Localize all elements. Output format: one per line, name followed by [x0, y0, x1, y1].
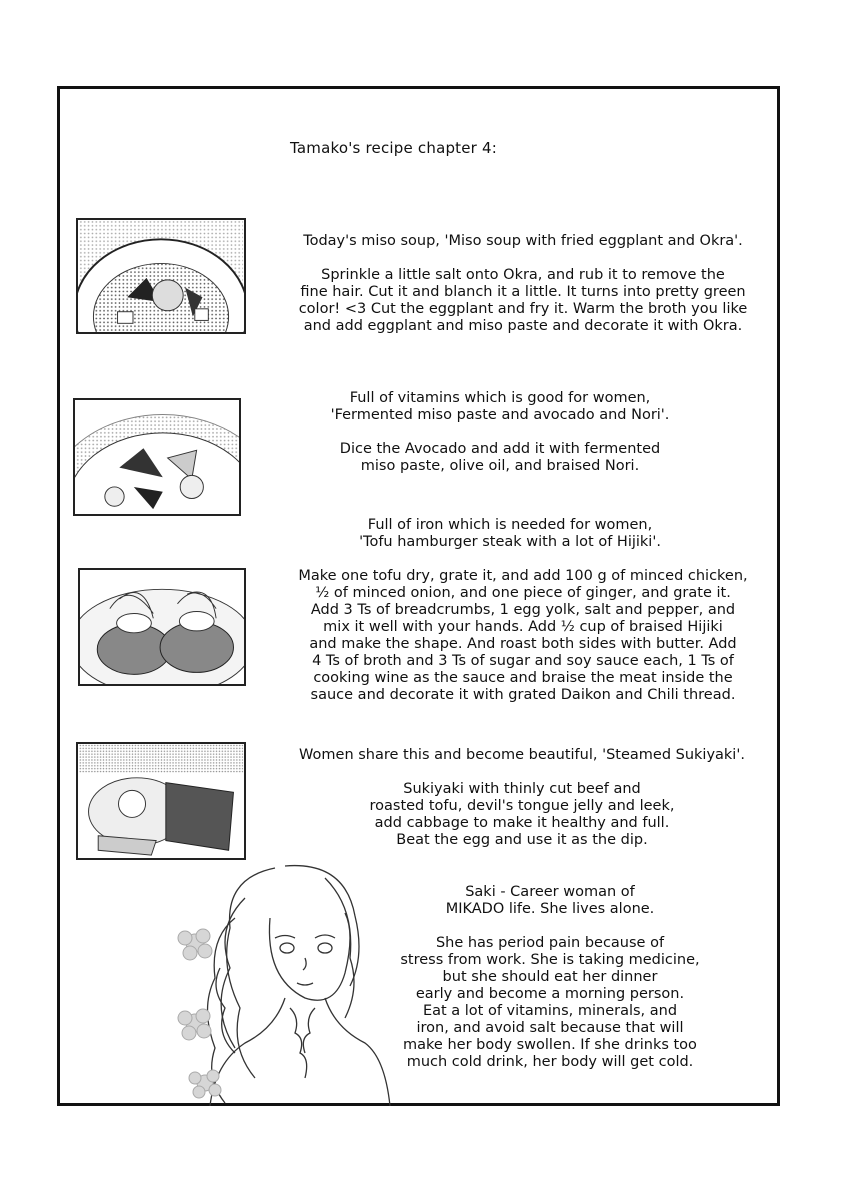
profile-line: much cold drink, her body will get cold.	[406, 1054, 694, 1070]
recipe-line: Today's miso soup, 'Miso soup with fried eggplant and Okra'.	[303, 233, 743, 249]
miso-soup-image	[76, 218, 246, 334]
recipe-line: Women share this and become beautiful, 'Steamed Sukiyaki'.	[299, 747, 745, 763]
recipe-line: fine hair. Cut it and blanch it a little. It turns into pretty green	[300, 284, 746, 300]
profile-line: iron, and avoid salt because that will	[416, 1020, 684, 1036]
profile-line: make her body swollen. If she drinks too	[403, 1037, 697, 1053]
recipe-tofu-body	[258, 568, 788, 704]
recipe-line: 4 Ts of broth and 3 Ts of sugar and soy sauce each, 1 Ts of	[312, 653, 734, 669]
profile-line: Eat a lot of vitamins, minerals, and	[422, 1003, 678, 1019]
avocado-miso-image	[73, 398, 241, 516]
recipe-line: Full of iron which is needed for women,	[367, 517, 653, 533]
recipe-line: and add eggplant and miso paste and decorate it with Okra.	[303, 318, 743, 334]
recipe-line: Make one tofu dry, grate it, and add 100 g of minced chicken,	[298, 568, 748, 584]
recipe-line: sauce and decorate it with grated Daikon and Chili thread.	[310, 687, 736, 703]
profile-line: Saki - Career woman of	[465, 884, 635, 900]
profile-line: early and become a morning person.	[415, 986, 685, 1002]
page-title: Tamako's recipe chapter 4:	[290, 139, 498, 157]
recipe-line: add cabbage to make it healthy and full.	[374, 815, 670, 831]
recipe-line: cooking wine as the sauce and braise the meat inside the	[313, 670, 733, 686]
recipe-line: ½ of minced onion, and one piece of ginger, and grate it.	[315, 585, 731, 601]
saki-profile	[360, 884, 740, 1071]
recipe-line: mix it well with your hands. Add ½ cup of braised Hijiki	[323, 619, 723, 635]
recipe-line: miso paste, olive oil, and braised Nori.	[360, 458, 640, 474]
recipe-line: Beat the egg and use it as the dip.	[396, 832, 648, 848]
profile-line: MIKADO life. She lives alone.	[445, 901, 655, 917]
recipe-miso-soup	[258, 233, 788, 335]
recipe-line: roasted tofu, devil's tongue jelly and leek,	[369, 798, 675, 814]
recipe-line: Add 3 Ts of breadcrumbs, 1 egg yolk, salt and pepper, and	[310, 602, 736, 618]
recipe-line: Full of vitamins which is good for women,	[349, 390, 651, 406]
recipe-tofu-heading	[300, 517, 720, 551]
recipe-line: 'Tofu hamburger steak with a lot of Hijiki'.	[359, 534, 661, 550]
recipe-sukiyaki	[262, 747, 782, 849]
profile-line: She has period pain because of	[435, 935, 665, 951]
recipe-line: 'Fermented miso paste and avocado and Nori'.	[330, 407, 670, 423]
recipe-avocado	[290, 390, 710, 475]
recipe-line: Sukiyaki with thinly cut beef and	[403, 781, 641, 797]
sukiyaki-image	[76, 742, 246, 860]
tofu-hamburger-image	[78, 568, 246, 686]
recipe-line: Sprinkle a little salt onto Okra, and rub it to remove the	[321, 267, 725, 283]
recipe-line: and make the shape. And roast both sides with butter. Add	[309, 636, 737, 652]
profile-line: stress from work. She is taking medicine,	[400, 952, 700, 968]
profile-line: but she should eat her dinner	[442, 969, 658, 985]
recipe-line: Dice the Avocado and add it with fermented	[339, 441, 661, 457]
recipe-line: color! <3 Cut the eggplant and fry it. Warm the broth you like	[298, 301, 748, 317]
